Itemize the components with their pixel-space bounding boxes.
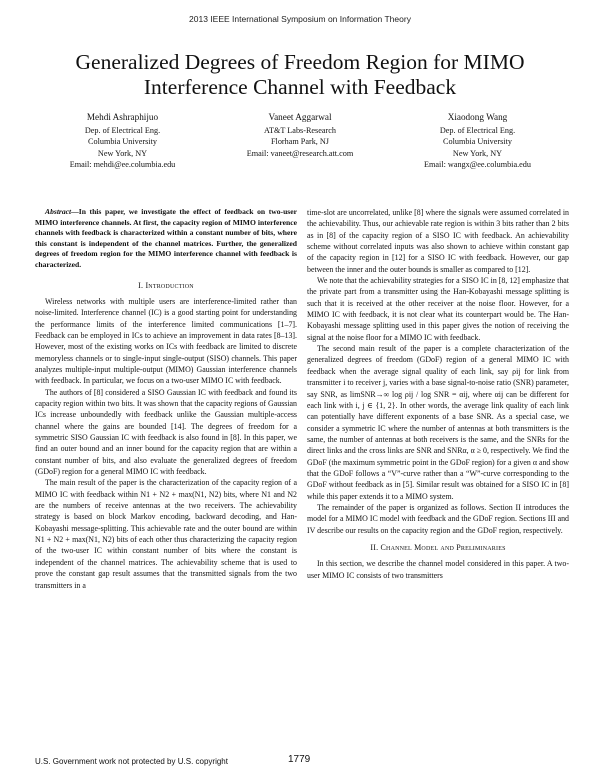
author-name: Vaneet Aggarwal [268,112,332,122]
section-number: II. [370,542,379,552]
author-affiliation: Dep. of Electrical Eng. [439,125,516,135]
author-location: Florham Park, NJ [271,137,329,146]
author-affiliation: Columbia University [88,137,157,146]
copyright-notice: U.S. Government work not protected by U.S. copyright [35,757,228,766]
paragraph: In this section, we describe the channel model considered in this paper. A two-user MIMO IC consists of two transmitters [307,559,569,580]
author-email: Email: wangx@ee.columbia.edu [424,160,531,169]
section-heading-introduction [35,280,297,291]
left-column [35,207,297,591]
paragraph: Wireless networks with multiple users are interference-limited rather than noise-limited. Interference channel (IC) is a good starting point for understanding the performance limits of the interference limited communications [1–7]. Feedback can be employed in ICs to achieve an improvement in data rates [8–13]. However, most of the existing works on ICs with feedback are limited to discrete memoryless channels or to single-input single-output (SISO) channels. This paper analyzes multiple-input multiple-output (MIMO) Gaussian interference channels with feedback. In particular, we focus on a two-user MIMO IC with feedback. [35,296,297,386]
author-name: Mehdi Ashraphijuo [86,112,159,122]
author-affiliation: Columbia University [443,137,512,146]
author-email: Email: vaneet@research.att.com [246,148,354,158]
paragraph: The remainder of the paper is organized as follows. Section II introduces the model for a MIMO IC model with feedback and the GDoF region. Sections III and IV describe our results on the capacity region and the GDoF region, respectively. [307,502,569,535]
paragraph: The second main result of the paper is a complete characterization of the generalized degrees of freedom (GDoF) region of a general MIMO IC with feedback when the average signal quality of each link, say ρij for link from transmitter i to receiver j, varies with a base signal-to-noise ratio (SNR) parameter, say SNR, as limSNR→∞ log ρij / log SNR = αij, where αij can be different for each link with i, j ∈ {1, 2}. In other words, the average link quality of each link can potentially have different exponents of a base SNR. As a special case, we consider a symmetric IC where the number of antennas at both transmitters is the same, the number of antennas at both receivers is the same, and the SNRs for the direct links and the cross links are SNR and SNRα, α ≥ 0, respectively. We find the GDoF (the maximum symmetric point in the GDoF region) for a given α and show that the GDoF follows a “V”-curve rather than a “W”-curve corresponding to the GDoF without feedback as in [5]. Similar result was obtained for a SISO IC in [8] while this paper extends it to a MIMO system. [307,344,569,501]
author-1 [40,112,205,171]
abstract-label: Abstract [45,207,72,216]
author-affiliation: AT&T Labs-Research [264,125,336,135]
author-block [40,112,560,171]
right-column [307,207,569,581]
paragraph: The authors of [8] considered a SISO Gaussian IC with feedback and found its capacity region within two bits. It was shown that the capacity regions of Gaussian ICs increase unboundedly with feedback unlike the Gaussian multiple-access channel where the gains are bounded [14]. The degrees of freedom for a symmetric SISO Gaussian IC with feedback is also found in [8]. In this paper, we find an outer bound and an inner bound for the capacity region that are within a constant number of bits, and also evaluate the generalized degrees of freedom (GDoF) region for a general MIMO IC with feedback. [35,387,297,477]
section-number: I. [138,280,144,290]
abstract-text: —In this paper, we investigate the effect of feedback on two-user MIMO interference channels. At first, the capacity region of MIMO interference channels with feedback is characterized within a constant number of bits, where this constant is independent of the channel matrices. Further, the generalized degrees of freedom region for the MIMO interference channel with feedback is characterized. [35,207,297,269]
section-title: Channel Model and Preliminaries [380,542,506,552]
author-3 [395,112,560,171]
author-name: Xiaodong Wang [447,112,508,122]
section-title: Introduction [145,280,194,290]
paragraph: time-slot are uncorrelated, unlike [8] where the signals were assumed correlated in the achievability. Thus, our achievable rate region is within 3 bits rather than 2 bits as in [8] of the capacity region of a SISO IC with feedback. An achievability scheme without correlated inputs was also shown to achieve within constant gap of the capacity region in [12] for a SISO IC with feedback. However, our gap between the inner and the outer bounds is smaller as compared to [12]. [307,208,569,274]
page-number: 1779 [288,754,311,765]
author-email: Email: mehdi@ee.columbia.edu [69,160,176,169]
author-location: New York, NY [97,148,148,158]
section-heading-channel-model [307,542,569,553]
abstract [35,207,297,271]
author-affiliation: Dep. of Electrical Eng. [84,125,161,135]
conference-header: 2013 IEEE International Symposium on Information Theory [189,14,411,24]
paragraph: We note that the achievability strategies for a SISO IC in [8, 12] emphasize that the private part from a transmitter using the Han-Kobayashi message splitting is such that it is received at the other receiver at the noise floor. However, for a MIMO IC with feedback, it is not clear what its counterpart would be. The Han-Kobayashi message splitting used in this paper gives the notion of receiving the signal at the noise floor for a MIMO IC with feedback. [307,276,569,342]
author-location: New York, NY [452,148,503,158]
author-2 [218,112,383,171]
paragraph: The main result of the paper is the characterization of the capacity region of a MIMO IC with feedback within N1 + N2 + max(N1, N2) bits, where N1 and N2 are the numbers of receive antennas at the two receivers. The achievability strategy is based on block Markov encoding, backward decoding, and Han-Kobayashi message-splitting. This achievable rate and the outer bound are within N1 + N2 + max(N1, N2) bits of each other thus characterizing the capacity region of the two-user IC within constant number of bits where the constant is independent of the channel matrices. The achievability scheme that is used to prove the constant gap result assumes that the transmitted signals from the two transmitters in a [35,478,297,590]
paper-title: Generalized Degrees of Freedom Region for MIMO Interference Channel with Feedback [75,50,525,99]
